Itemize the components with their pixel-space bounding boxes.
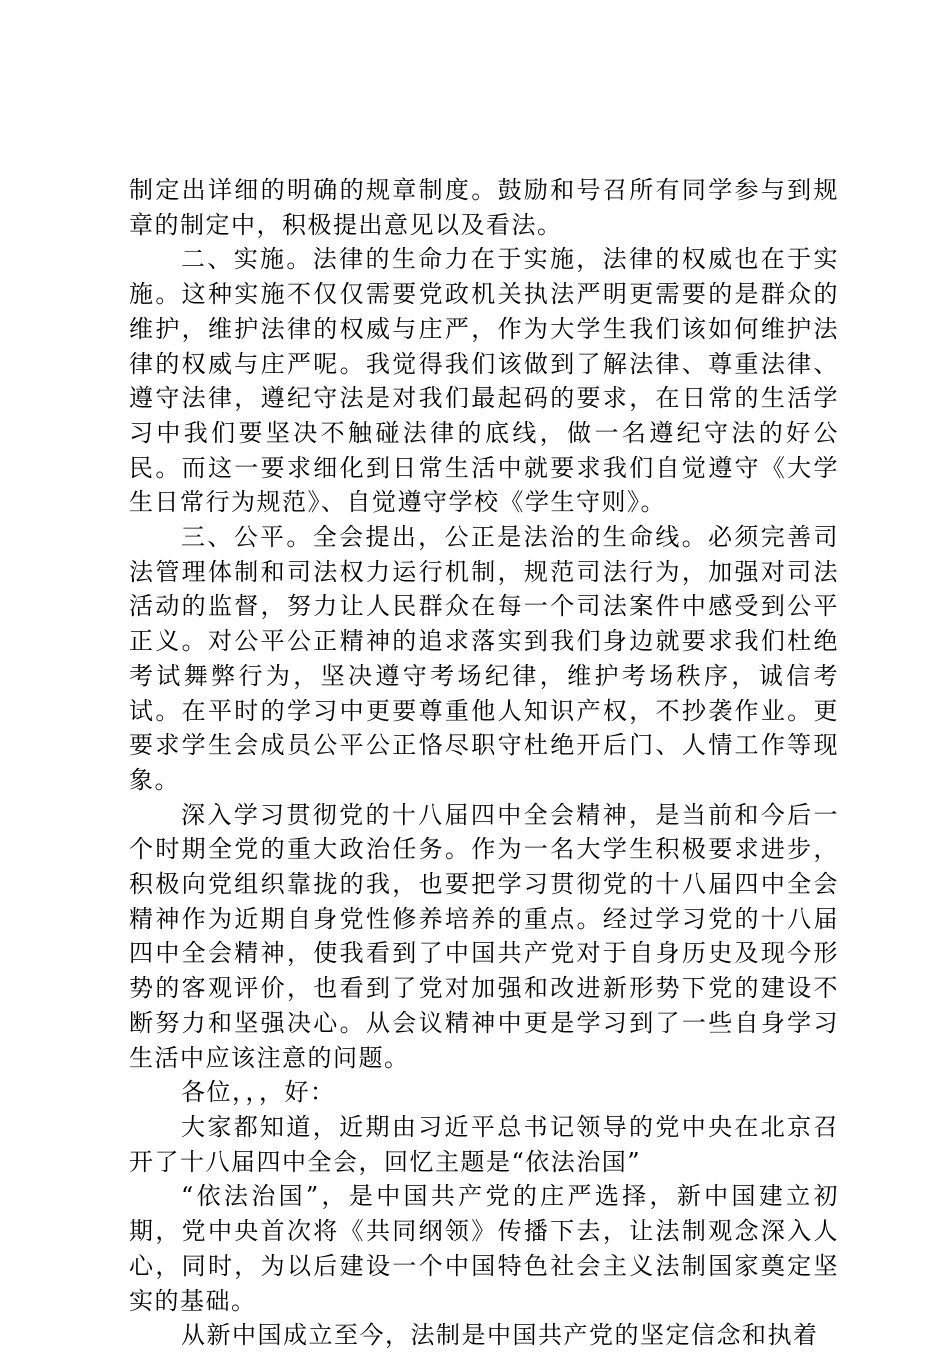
paragraph-continuation: 制定出详细的明确的规章制度。鼓励和号召所有同学参与到规章的制定中，积极提出意见以及看法。 [129, 176, 839, 239]
document-body [129, 173, 839, 1353]
paragraph-plenary-intro: 大家都知道，近期由习近平总书记领导的党中央在北京召开了十八届四中全会，回忆主题是“依法治国” [129, 1112, 839, 1176]
paragraph-implementation: 二、实施。法律的生命力在于实施，法律的权威也在于实施。这种实施不仅仅需要党政机关执法严明更需要的是群众的维护，维护法律的权威与庄严，作为大学生我们该如何维护法律的权威与庄严呢。我觉得我们该做到了解法律、尊重法律、遵守法律，遵纪守法是对我们最起码的要求，在日常的生活学习中我们要坚决不触碰法律的底线，做一名遵纪守法的好公民。而这一要求细化到日常生活中就要求我们自觉遵守《大学生日常行为规范》、自觉遵守学校《学生守则》。 [129, 245, 839, 517]
paragraph-since-founding: 从新中国成立至今，法制是中国共产党的坚定信念和执着 [181, 1321, 819, 1350]
paragraph-fairness: 三、公平。全会提出，公正是法治的生命线。必须完善司法管理体制和司法权力运行机制，规范司法行为，加强对司法活动的监督，努力让人民群众在每一个司法案件中感受到公平正义。对公平公正精神的追求落实到我们身边就要求我们杜绝考试舞弊行为，坚决遵守考场纪律，维护考场秩序，诚信考试。在平时的学习中更要尊重他人知识产权，不抄袭作业。更要求学生会成员公平公正恪尽职守杜绝开后门、人情工作等现象。 [129, 523, 839, 794]
paragraph-greeting: 各位，，，好： [181, 1078, 336, 1107]
paragraph-study-spirit: 深入学习贯彻党的十八届四中全会精神，是当前和今后一个时期全党的重大政治任务。作为一名大学生积极要求进步，积极向党组织靠拢的我，也要把学习贯彻党的十八届四中全会精神作为近期自身党性修养培养的重点。经过学习党的十八届四中全会精神，使我看到了中国共产党对于自身历史及现今形势的客观评价，也看到了党对加强和改进新形势下党的建设不断努力和坚强决心。从会议精神中更是学习到了一些自身学习生活中应该注意的问题。 [129, 800, 839, 1072]
paragraph-rule-of-law: “依法治国”，是中国共产党的庄严选择，新中国建立初期，党中央首次将《共同纲领》传播下去，让法制观念深入人心，同时，为以后建设一个中国特色社会主义法制国家奠定坚实的基础。 [129, 1182, 839, 1315]
